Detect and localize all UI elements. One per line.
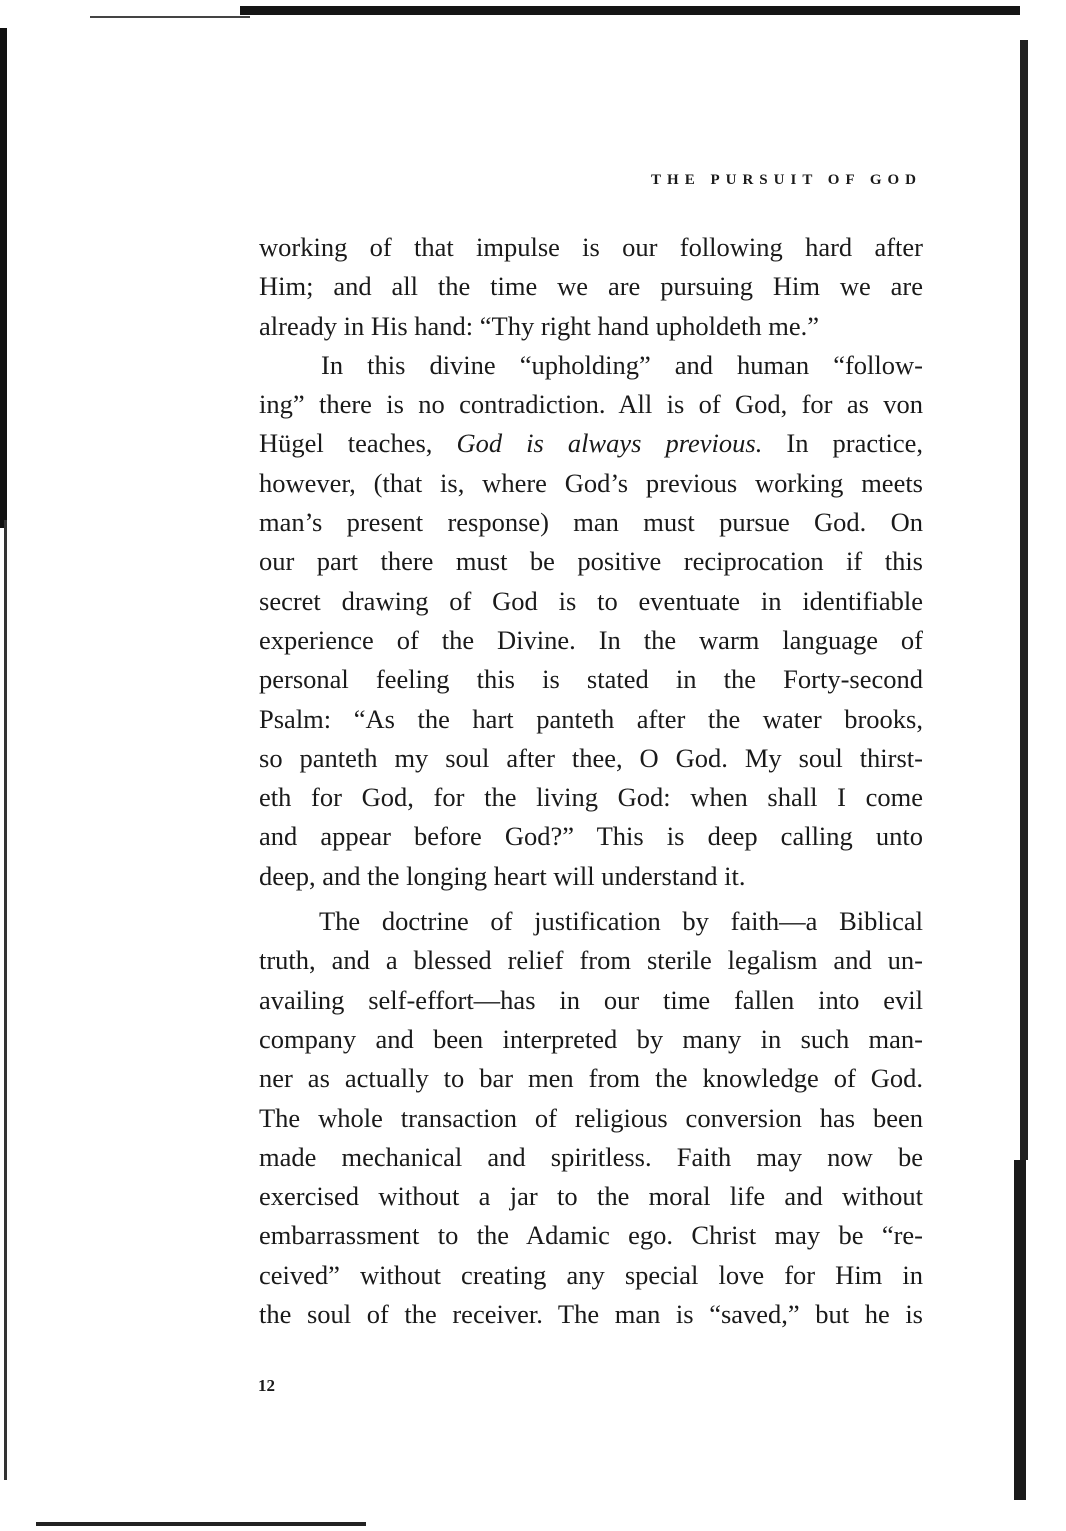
text-line: made mechanical and spiritless. Faith may now be (259, 1141, 923, 1172)
text-line: experience of the Divine. In the warm language of (259, 624, 923, 655)
text-line: embarrassment to the Adamic ego. Christ may be “re- (259, 1220, 923, 1251)
text-line: personal feeling this is stated in the Forty-second (259, 664, 923, 695)
scan-edge-left (0, 28, 7, 528)
scan-edge-top-thin (90, 16, 250, 18)
text-line: eth for God, for the living God: when shall I come (259, 782, 923, 813)
text-line: The doctrine of justification by faith—a Biblical (319, 906, 923, 937)
text-line: ner as actually to bar men from the knowledge of God. (259, 1063, 923, 1094)
page-number: 12 (258, 1376, 275, 1395)
text-line: In this divine “upholding” and human “follow- (321, 349, 923, 380)
text-run: In practice, (762, 428, 923, 459)
text-line: deep, and the longing heart will understand it. (259, 860, 746, 891)
text-line: Him; and all the time we are pursuing Him we are (259, 271, 923, 302)
text-line: company and been interpreted by many in such man- (259, 1023, 923, 1054)
text-line: truth, and a blessed relief from sterile legalism and un- (259, 945, 923, 976)
scan-edge-bottom (36, 1522, 366, 1526)
text-line: working of that impulse is our following hard after (259, 232, 923, 262)
text-line: man’s present response) man must pursue God. On (259, 507, 923, 538)
text-line: Psalm: “As the hart panteth after the water brooks, (259, 703, 923, 734)
text-line: ing” there is no contradiction. All is of God, for as von (259, 389, 923, 420)
text-line: exercised without a jar to the moral life and without (259, 1181, 923, 1212)
text-line: so panteth my soul after thee, O God. My soul thirst- (259, 742, 923, 773)
text-line: and appear before God?” This is deep calling unto (259, 821, 923, 852)
scan-edge-right (1020, 40, 1028, 1160)
text-line: ceived” without creating any special love for Him in (259, 1259, 923, 1290)
text-line: the soul of the receiver. The man is “saved,” but he is (259, 1299, 923, 1330)
body-text (259, 228, 923, 1334)
text-line: our part there must be positive reciprocation if this (259, 546, 923, 577)
scan-edge-left-lower (4, 520, 7, 1480)
text-run: Hügel teaches, (259, 428, 457, 459)
text-line: secret drawing of God is to eventuate in identifiable (259, 585, 923, 616)
text-line-mixed (259, 424, 923, 463)
text-line: availing self-effort—has in our time fallen into evil (259, 984, 923, 1015)
scan-edge-top (240, 6, 1020, 15)
italic-phrase: God is always previous. (456, 428, 763, 459)
text-line: however, (that is, where God’s previous working meets (259, 467, 923, 498)
text-line: already in His hand: “Thy right hand upholdeth me.” (259, 310, 820, 341)
running-head: THE PURSUIT OF GOD (651, 172, 922, 188)
scan-edge-right-lower (1014, 1160, 1026, 1500)
text-line: The whole transaction of religious conversion has been (259, 1102, 923, 1133)
